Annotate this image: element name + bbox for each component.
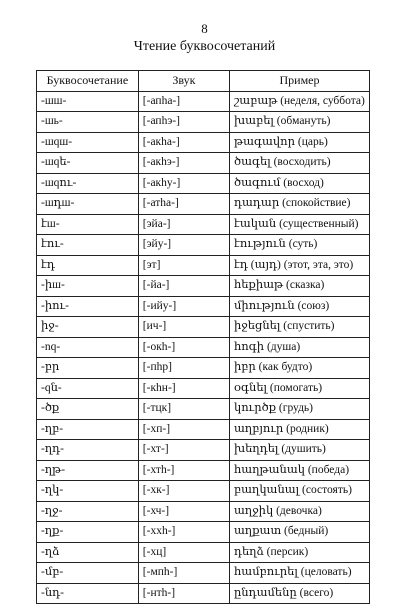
page-number: 8	[201, 21, 208, 36]
table-row	[37, 112, 370, 133]
cell-combination: -шь-	[37, 112, 139, 133]
cell-combination: -նդ-	[37, 583, 139, 604]
cell-example: հեքիաթ (сказка)	[230, 276, 370, 297]
cell-combination: -ղթ-	[37, 460, 139, 481]
cell-example: էություն (суть)	[230, 235, 370, 256]
cell-combination: -բր	[37, 358, 139, 379]
cell-combination: -ղջ-	[37, 501, 139, 522]
table-row	[37, 255, 370, 276]
cell-example: շաբաթ (неделя, суббота)	[230, 91, 370, 112]
table-row	[37, 337, 370, 358]
cell-sound: [-ийу-]	[138, 296, 229, 317]
table-row	[37, 583, 370, 604]
cell-sound: [эйу-]	[138, 235, 229, 256]
cell-example: իջեցնել (спустить)	[230, 317, 370, 338]
letter-combination-table	[36, 70, 370, 604]
cell-combination: էդ	[37, 255, 139, 276]
table-row	[37, 460, 370, 481]
cell-example: ծագել (восходить)	[230, 153, 370, 174]
cell-example: թագավոր (царь)	[230, 132, 370, 153]
cell-example: խաբել (обмануть)	[230, 112, 370, 133]
table-row	[37, 358, 370, 379]
cell-sound: [-нтh-]	[138, 583, 229, 604]
cell-example: համբուրել (целовать)	[230, 563, 370, 584]
cell-example: հոգի (душа)	[230, 337, 370, 358]
cell-combination: -шqш-	[37, 132, 139, 153]
cell-combination: էու-	[37, 235, 139, 256]
cell-example: ընդամենը (всего)	[230, 583, 370, 604]
table-row	[37, 399, 370, 420]
cell-sound: [-ххh-]	[138, 522, 229, 543]
cell-sound: [эйа-]	[138, 214, 229, 235]
cell-combination: -шqու-	[37, 173, 139, 194]
table-row	[37, 235, 370, 256]
table-row	[37, 481, 370, 502]
cell-sound: [-акhу-]	[138, 173, 229, 194]
cell-sound: [-тцк]	[138, 399, 229, 420]
cell-sound: [ич-]	[138, 317, 229, 338]
cell-example: աղքատ (бедный)	[230, 522, 370, 543]
cell-combination: -ղք-	[37, 522, 139, 543]
cell-combination: -qն-	[37, 378, 139, 399]
cell-sound: [-хч-]	[138, 501, 229, 522]
cell-example: աղջիկ (девочка)	[230, 501, 370, 522]
header-example: Пример	[230, 71, 370, 92]
cell-combination: -ծք	[37, 399, 139, 420]
table-row	[37, 419, 370, 440]
cell-combination: -шш-	[37, 91, 139, 112]
cell-sound: [эт]	[138, 255, 229, 276]
cell-sound: [-акhэ-]	[138, 153, 229, 174]
table-row	[37, 153, 370, 174]
table-row	[37, 132, 370, 153]
cell-example: բաղկանալ (состоять)	[230, 481, 370, 502]
cell-sound: [-йа-]	[138, 276, 229, 297]
table-row	[37, 378, 370, 399]
cell-example: կուրծք (грудь)	[230, 399, 370, 420]
cell-example: իբր (как будто)	[230, 358, 370, 379]
cell-combination: -իш-	[37, 276, 139, 297]
table-row	[37, 296, 370, 317]
table-body	[37, 91, 370, 604]
cell-example: ծագում (восход)	[230, 173, 370, 194]
cell-combination: -ղդ-	[37, 440, 139, 461]
table-row	[37, 563, 370, 584]
cell-combination: -ղբ-	[37, 419, 139, 440]
cell-sound: [-окh-]	[138, 337, 229, 358]
cell-sound: [-хк-]	[138, 481, 229, 502]
table-row	[37, 542, 370, 563]
cell-example: հաղթանակ (победа)	[230, 460, 370, 481]
cell-sound: [-кhн-]	[138, 378, 229, 399]
cell-example: դադար (спокойствие)	[230, 194, 370, 215]
table-row	[37, 440, 370, 461]
cell-combination: -ղձ	[37, 542, 139, 563]
page-title: Чтение буквосочетаний	[133, 39, 276, 54]
cell-sound: [-пhр]	[138, 358, 229, 379]
cell-combination: էш-	[37, 214, 139, 235]
header-combination: Буквосочетание	[37, 71, 139, 92]
cell-combination: -шդш-	[37, 194, 139, 215]
cell-combination: -шqե-	[37, 153, 139, 174]
cell-combination: -ղկ-	[37, 481, 139, 502]
cell-sound: [-апhэ-]	[138, 112, 229, 133]
cell-sound: [-акha-]	[138, 132, 229, 153]
table-row	[37, 194, 370, 215]
header-sound: Звук	[138, 71, 229, 92]
cell-combination: իջ-	[37, 317, 139, 338]
cell-example: օգնել (помогать)	[230, 378, 370, 399]
table-row	[37, 501, 370, 522]
cell-combination: -nq-	[37, 337, 139, 358]
table-header-row	[37, 71, 370, 92]
cell-example: խեղդել (душить)	[230, 440, 370, 461]
cell-example: աղբյուր (родник)	[230, 419, 370, 440]
cell-sound: [-хтh-]	[138, 460, 229, 481]
cell-example: միություն (союз)	[230, 296, 370, 317]
cell-sound: [-мпh-]	[138, 563, 229, 584]
table-row	[37, 317, 370, 338]
table-row	[37, 276, 370, 297]
table-row	[37, 522, 370, 543]
table-row	[37, 214, 370, 235]
cell-sound: [-апha-]	[138, 91, 229, 112]
cell-combination: -մբ-	[37, 563, 139, 584]
cell-sound: [-хц]	[138, 542, 229, 563]
cell-sound: [-хт-]	[138, 440, 229, 461]
cell-example: էական (существенный)	[230, 214, 370, 235]
cell-example: էդ (այդ) (этот, эта, это)	[230, 255, 370, 276]
cell-combination: -իու-	[37, 296, 139, 317]
cell-sound: [-атha-]	[138, 194, 229, 215]
cell-sound: [-хп-]	[138, 419, 229, 440]
cell-example: դեղձ (персик)	[230, 542, 370, 563]
table-row	[37, 173, 370, 194]
table-row	[37, 91, 370, 112]
